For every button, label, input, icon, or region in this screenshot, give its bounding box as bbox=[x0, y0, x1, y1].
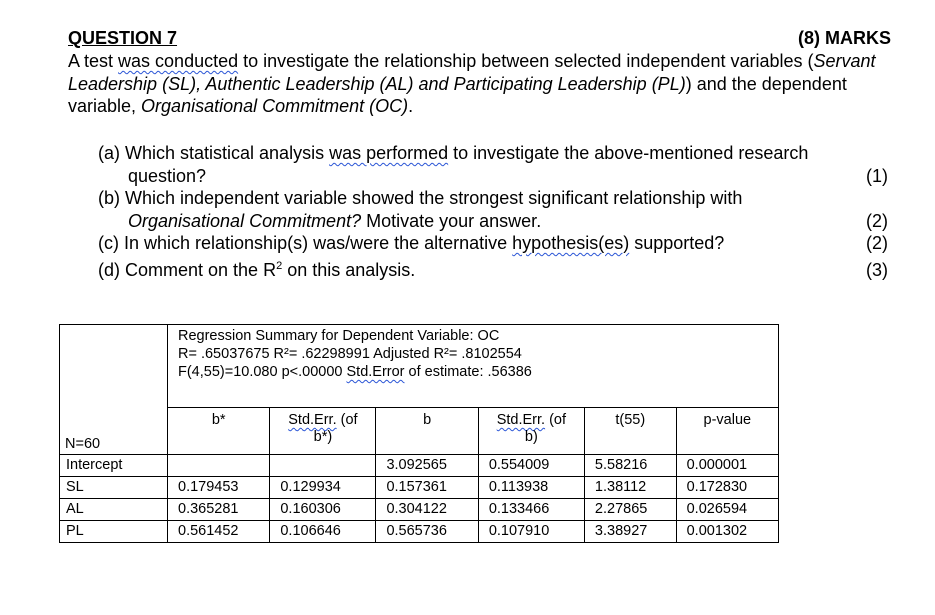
cell-p: 0.172830 bbox=[676, 477, 778, 499]
summary-spellcheck: Std.Error bbox=[346, 364, 405, 380]
cell-se-bstar: 0.106646 bbox=[270, 521, 376, 543]
question-title: QUESTION 7 bbox=[68, 28, 178, 48]
subquestion-a-line1 bbox=[98, 142, 888, 165]
subq-a-text-2: to investigate the above-mentioned research bbox=[448, 143, 809, 163]
header-se-b-sq: Std.Err. bbox=[496, 412, 546, 428]
table-row bbox=[60, 455, 779, 477]
subquestion-c bbox=[98, 232, 888, 255]
header-b: b bbox=[376, 408, 478, 455]
subq-a-text-1: (a) Which statistical analysis bbox=[98, 143, 330, 163]
summary-line-3-text-1: F(4,55)=10.080 p<.00000 bbox=[178, 364, 347, 380]
subq-d-text bbox=[98, 255, 415, 282]
subq-d-superscript: 2 bbox=[276, 259, 283, 272]
subq-d-marks: (3) bbox=[866, 259, 888, 280]
header-se-bstar-text: (of bbox=[336, 412, 358, 428]
summary-line-3-text-2: of estimate: .56386 bbox=[404, 364, 532, 380]
intro-text-3: ) and the dependent variable, bbox=[68, 73, 847, 116]
corner-cell bbox=[60, 325, 168, 455]
cell-se-b: 0.133466 bbox=[478, 499, 584, 521]
intro-dependent-variable: Organisational Commitment (OC) bbox=[141, 96, 409, 116]
intro-text-2: to investigate the relationship between selected independent variables ( bbox=[238, 51, 814, 71]
subquestion-b-line2 bbox=[98, 210, 888, 233]
subquestion-a-line2 bbox=[98, 165, 888, 188]
subq-b-marks: (2) bbox=[866, 210, 888, 231]
header-t: t(55) bbox=[584, 408, 676, 455]
header-se-bstar-line2: b*) bbox=[313, 429, 333, 445]
intro-text-4: . bbox=[408, 96, 414, 116]
cell-se-b: 0.554009 bbox=[478, 455, 584, 477]
header-se-b-text: (of bbox=[545, 412, 567, 428]
cell-se-bstar: 0.129934 bbox=[270, 477, 376, 499]
cell-bstar: 0.179453 bbox=[168, 477, 270, 499]
cell-t: 5.58216 bbox=[584, 455, 676, 477]
subq-d-text-2: on this analysis. bbox=[282, 259, 416, 280]
subq-a-marks: (1) bbox=[866, 165, 888, 186]
intro-text-1: A test bbox=[68, 51, 119, 71]
header-se-b bbox=[478, 408, 584, 455]
cell-se-b: 0.107910 bbox=[478, 521, 584, 543]
cell-bstar bbox=[168, 455, 270, 477]
subq-a-text-3: question? bbox=[128, 165, 207, 186]
regression-table bbox=[59, 324, 779, 543]
summary-line-3 bbox=[178, 363, 768, 381]
cell-t: 2.27865 bbox=[584, 499, 676, 521]
cell-p: 0.001302 bbox=[676, 521, 778, 543]
header-se-bstar bbox=[270, 408, 376, 455]
regression-summary bbox=[168, 325, 779, 408]
row-label: SL bbox=[60, 477, 168, 499]
cell-p: 0.026594 bbox=[676, 499, 778, 521]
cell-b: 0.157361 bbox=[376, 477, 478, 499]
row-label: PL bbox=[60, 521, 168, 543]
cell-se-b: 0.113938 bbox=[478, 477, 584, 499]
intro-spellcheck-1: was conducted bbox=[118, 51, 239, 71]
cell-t: 3.38927 bbox=[584, 521, 676, 543]
subquestion-d bbox=[98, 255, 888, 282]
subq-d-text-1: (d) Comment on the R bbox=[98, 259, 277, 280]
table-row bbox=[60, 477, 779, 499]
cell-se-bstar: 0.160306 bbox=[270, 499, 376, 521]
cell-t: 1.38112 bbox=[584, 477, 676, 499]
subq-c-marks: (2) bbox=[866, 233, 888, 253]
subq-c-text-2: supported? bbox=[629, 233, 725, 253]
table-row bbox=[60, 499, 779, 521]
cell-bstar: 0.365281 bbox=[168, 499, 270, 521]
subq-a-spellcheck: was performed bbox=[329, 143, 449, 163]
intro-variables: Servant Leadership (SL), Authentic Leadership (AL) and Participating Leadership (PL) bbox=[68, 51, 876, 94]
header-row bbox=[60, 408, 779, 455]
question-intro bbox=[68, 50, 918, 118]
cell-b: 0.304122 bbox=[376, 499, 478, 521]
header-se-bstar-sq: Std.Err. bbox=[288, 412, 337, 428]
table-row bbox=[60, 521, 779, 543]
header-p: p-value bbox=[676, 408, 778, 455]
subquestion-a bbox=[98, 142, 888, 187]
subq-b-italic: Organisational Commitment? bbox=[128, 210, 362, 231]
summary-row bbox=[60, 325, 779, 408]
subq-c-text-1: (c) In which relationship(s) was/were the alternative bbox=[98, 233, 513, 253]
row-label: Intercept bbox=[60, 455, 168, 477]
subq-c-spellcheck: hypothesis(es) bbox=[512, 233, 630, 253]
subq-b-text-2: Motivate your answer. bbox=[361, 210, 542, 231]
cell-bstar: 0.561452 bbox=[168, 521, 270, 543]
subq-c-text bbox=[98, 232, 724, 255]
header-bstar: b* bbox=[168, 408, 270, 455]
cell-se-bstar bbox=[270, 455, 376, 477]
row-label: AL bbox=[60, 499, 168, 521]
summary-line-1: Regression Summary for Dependent Variable: OC bbox=[178, 328, 500, 344]
cell-b: 3.092565 bbox=[376, 455, 478, 477]
subquestion-b bbox=[98, 187, 888, 232]
subq-b-line2-text bbox=[128, 210, 541, 233]
n-label: N=60 bbox=[65, 436, 101, 452]
summary-line-2: R= .65037675 R²= .62298991 Adjusted R²= .8102554 bbox=[178, 346, 522, 362]
question-header bbox=[68, 27, 891, 49]
header-se-b-line2: b) bbox=[524, 429, 538, 445]
subquestion-list bbox=[98, 142, 888, 281]
cell-p: 0.000001 bbox=[676, 455, 778, 477]
question-marks: (8) MARKS bbox=[798, 28, 891, 48]
cell-b: 0.565736 bbox=[376, 521, 478, 543]
subq-b-text-1: (b) Which independent variable showed the strongest significant relationship with bbox=[98, 188, 743, 208]
